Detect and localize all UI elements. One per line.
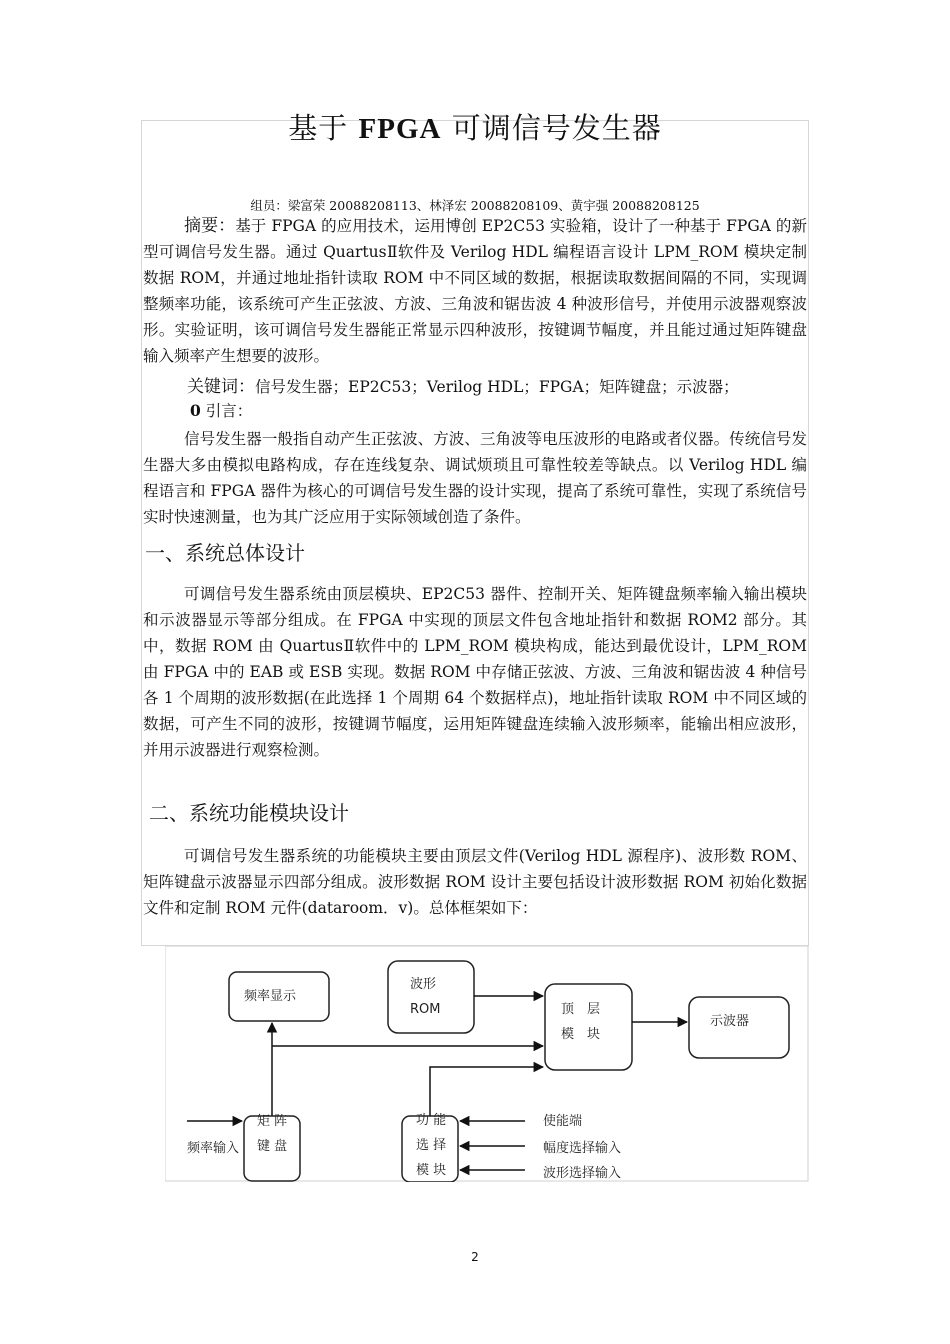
intro-paragraph: 信号发生器一般指自动产生正弦波、方波、三角波等电压波形的电路或者仪器。传统信号发生器大多由模拟电路构成，存在连线复杂、调试烦琐且可靠性较差等缺点。以 Verilog HDL 编程语言和 FPGA 器件为核心的可调信号发生器的设计实现，提高了系统可靠性，实现了系统信号实时快速测量，也为其广泛应用于实际领域创造了条件。	[143, 430, 807, 526]
top-module-label-1: 顶 层	[561, 1002, 601, 1017]
title-prefix: 基于	[288, 111, 349, 145]
section2-paragraph: 可调信号发生器系统的功能模块主要由顶层文件(Verilog HDL 源程序)、波形数 ROM、矩阵键盘示波器显示四部分组成。波形数据 ROM 设计主要包括设计波形数据 ROM 初始化数据文件和定制 ROM 元件(dataroom．v)。总体框架如下：	[143, 847, 807, 917]
wave-rom-label-2: ROM	[410, 1002, 441, 1017]
keywords	[187, 372, 739, 397]
enable-label: 使能端	[543, 1114, 583, 1129]
keywords-label: 关键词：	[187, 377, 255, 397]
abstract	[143, 213, 807, 369]
intro-number: 0	[190, 401, 201, 420]
freq-input-label: 频率输入	[187, 1141, 240, 1156]
system-block-diagram	[165, 946, 809, 1182]
keypad-label-2: 键 盘	[257, 1139, 288, 1154]
section1-paragraph: 可调信号发生器系统由顶层模块、EP2C53 器件、控制开关、矩阵键盘频率输入输出模块和示波器显示等部分组成。在 FPGA 中实现的顶层文件包含地址指针和数据 ROM2 部分。其中，数据 ROM 由 QuartusⅡ软件中的 LPM_ROM 模块构成，能达到最优设计，LPM_ROM 由 FPGA 中的 EAB 或 ESB 实现。数据 ROM 中存储正弦波、方波、三角波和锯齿波 4 种信号各 1 个周期的波形数据(在此选择 1 个周期 64 个数据样点)，地址指针读取 ROM 中不同区域的数据，可产生不同的波形，按键调节幅度，运用矩阵键盘连续输入波形频率，能输出相应波形，并用示波器进行观察检测。	[143, 585, 807, 759]
section1-heading: 一、系统总体设计	[145, 541, 305, 565]
page-number: 2	[471, 1250, 479, 1264]
author-list: 组员：梁富荣 20088208113、林泽宏 20088208109、黄宇强 20088208125	[250, 198, 700, 213]
function-select-label-3: 模 块	[416, 1163, 447, 1178]
keypad-label-1: 矩 阵	[257, 1114, 288, 1129]
intro-heading	[190, 399, 252, 421]
top-module-label-2: 模 块	[561, 1027, 601, 1042]
function-select-label-2: 选 择	[416, 1138, 447, 1153]
freq-display-label: 频率显示	[244, 989, 297, 1004]
amp-select-label: 幅度选择输入	[543, 1141, 622, 1156]
paper-title	[0, 106, 950, 147]
keywords-text: 信号发生器；EP2C53；Verilog HDL；FPGA；矩阵键盘；示波器；	[255, 378, 739, 396]
title-bold: FPGA	[358, 113, 442, 145]
abstract-label: 摘要：	[184, 216, 236, 236]
wave-rom-block	[388, 961, 474, 1033]
wave-rom-label-1: 波形	[410, 977, 437, 992]
wave-select-label: 波形选择输入	[543, 1166, 622, 1181]
function-to-top-arrow	[430, 1067, 543, 1116]
oscilloscope-label: 示波器	[710, 1014, 750, 1029]
function-select-label-1: 功 能	[416, 1113, 447, 1128]
section2-heading: 二、系统功能模块设计	[149, 801, 349, 825]
title-suffix: 可调信号发生器	[451, 111, 662, 145]
abstract-text: 基于 FPGA 的应用技术，运用博创 EP2C53 实验箱，设计了一种基于 FPGA 的新型可调信号发生器。通过 QuartusⅡ软件及 Verilog HDL 编程语言设计 LPM_ROM 模块定制数据 ROM，并通过地址指针读取 ROM 中不同区域的数据，根据读取数据间隔的不同，实现调整频率功能，该系统可产生正弦波、方波、三角波和锯齿波 4 种波形信号，并使用示波器观察波形。实验证明，该可调信号发生器能正常显示四种波形，按键调节幅度，并且能过通过矩阵键盘输入频率产生想要的波形。	[143, 217, 807, 365]
intro-heading-text: 引言：	[205, 402, 253, 420]
